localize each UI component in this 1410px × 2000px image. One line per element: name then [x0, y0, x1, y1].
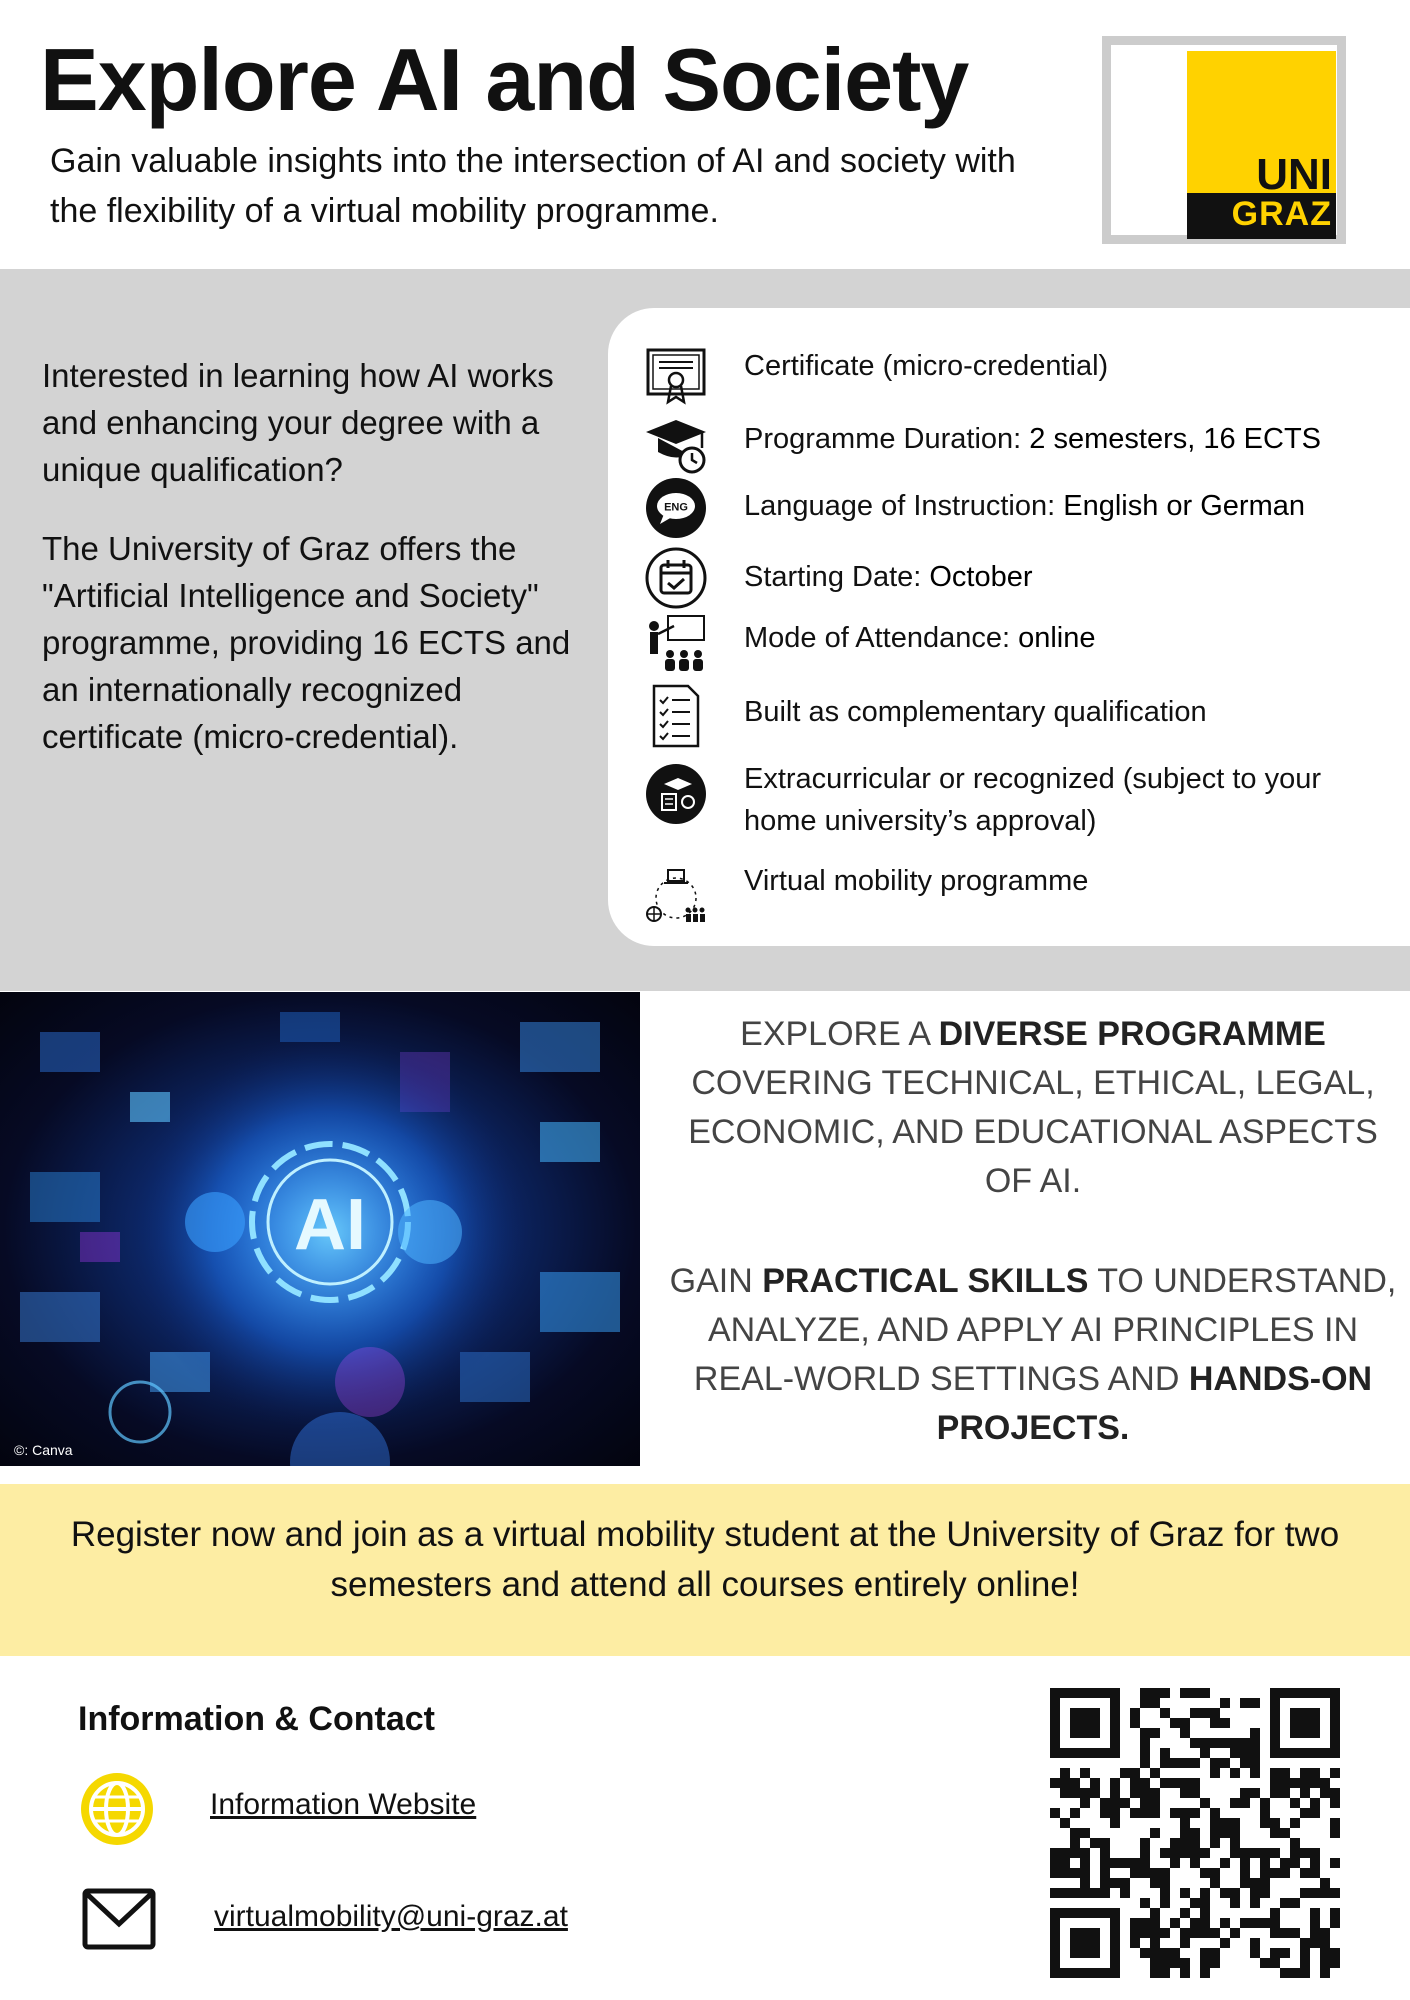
feature-label: Virtual mobility programme [744, 865, 1089, 897]
ai-hero-image [0, 992, 640, 1466]
eng-badge-text: ENG [664, 501, 688, 514]
feature-value: 2 semesters, 16 ECTS [1029, 423, 1321, 455]
certificate-icon [644, 344, 708, 408]
highlight-bold: HANDS-ON PROJECTS. [936, 1360, 1373, 1447]
feature-label: Language of Instruction: [744, 490, 1064, 522]
logo-text-graz: GRAZ [1231, 195, 1332, 233]
ai-illustration [0, 992, 640, 1466]
checklist-icon [644, 684, 708, 748]
online-class-icon [644, 612, 708, 676]
register-text: Register now and join as a virtual mobility student at the University of Graz for two semesters and attend all courses entirely online! [70, 1515, 1340, 1604]
highlight-practical-skills [668, 1257, 1398, 1453]
feature-value: English or German [1063, 490, 1306, 522]
feature-duration [744, 418, 1384, 460]
highlight-text: COVERING TECHNICAL, ETHICAL, LEGAL, ECONOMIC, AND EDUCATIONAL ASPECTS OF AI. [688, 1064, 1378, 1200]
ai-image-text: AI [294, 1185, 366, 1265]
highlight-text: GAIN [669, 1262, 763, 1300]
highlight-bold: PRACTICAL SKILLS [762, 1262, 1089, 1300]
highlight-text: EXPLORE A [740, 1015, 939, 1053]
feature-label: Mode of Attendance: [744, 622, 1019, 654]
intro-paragraph-1: Interested in learning how AI works and enhancing your degree with a unique qualification? [42, 357, 554, 488]
globe-icon [78, 1770, 156, 1848]
feature-label: Starting Date: [744, 561, 930, 593]
feature-value: online [1018, 622, 1096, 654]
feature-label: Extracurricular or recognized (subject to your home university’s approval) [744, 763, 1322, 837]
programme-highlights [668, 1010, 1398, 1504]
feature-virtual-mobility [744, 860, 1384, 902]
feature-language [744, 485, 1384, 527]
qr-code-icon[interactable] [1050, 1688, 1340, 1978]
feature-recognized [744, 758, 1384, 842]
feature-label: Built as complementary qualification [744, 696, 1207, 728]
page-title: Explore AI and Society [40, 30, 969, 129]
email-link[interactable]: virtualmobility@uni-graz.at [214, 1900, 568, 1933]
page-subtitle: Gain valuable insights into the intersection of AI and society with the flexibility of a virtual mobility programme. [50, 142, 1016, 230]
feature-label: Certificate (micro-credential) [744, 350, 1109, 382]
mail-icon [82, 1888, 156, 1950]
highlight-bold: DIVERSE PROGRAMME [938, 1015, 1326, 1053]
intro-paragraph-2: The University of Graz offers the "Artificial Intelligence and Society" programme, providing 16 ECTS and an internationally recognized certificate (micro-credential). [42, 530, 571, 755]
graduation-cap-clock-icon [644, 412, 708, 476]
feature-label: Programme Duration: [744, 423, 1030, 455]
feature-value: October [929, 561, 1033, 593]
recognized-study-icon [644, 762, 708, 826]
feature-attendance [744, 617, 1384, 659]
information-website-link[interactable]: Information Website [210, 1788, 477, 1821]
feature-start-date [744, 556, 1384, 598]
virtual-network-icon [644, 864, 708, 928]
intro-text [42, 352, 572, 792]
uni-graz-logo [1102, 36, 1346, 244]
feature-complementary [744, 691, 1384, 733]
feature-certificate [744, 345, 1384, 387]
features-card [608, 308, 1410, 946]
calendar-check-icon [644, 546, 708, 610]
language-eng-icon [644, 476, 708, 540]
contact-heading: Information & Contact [78, 1700, 435, 1738]
highlight-diverse-programme [668, 1010, 1398, 1206]
logo-text-uni: UNI [1256, 150, 1332, 199]
image-credit: ©: Canva [14, 1442, 73, 1458]
highlight-text: TO UNDERSTAND, ANALYZE, AND APPLY AI PRINCIPLES IN REAL-WORLD SETTINGS AND [693, 1262, 1397, 1398]
